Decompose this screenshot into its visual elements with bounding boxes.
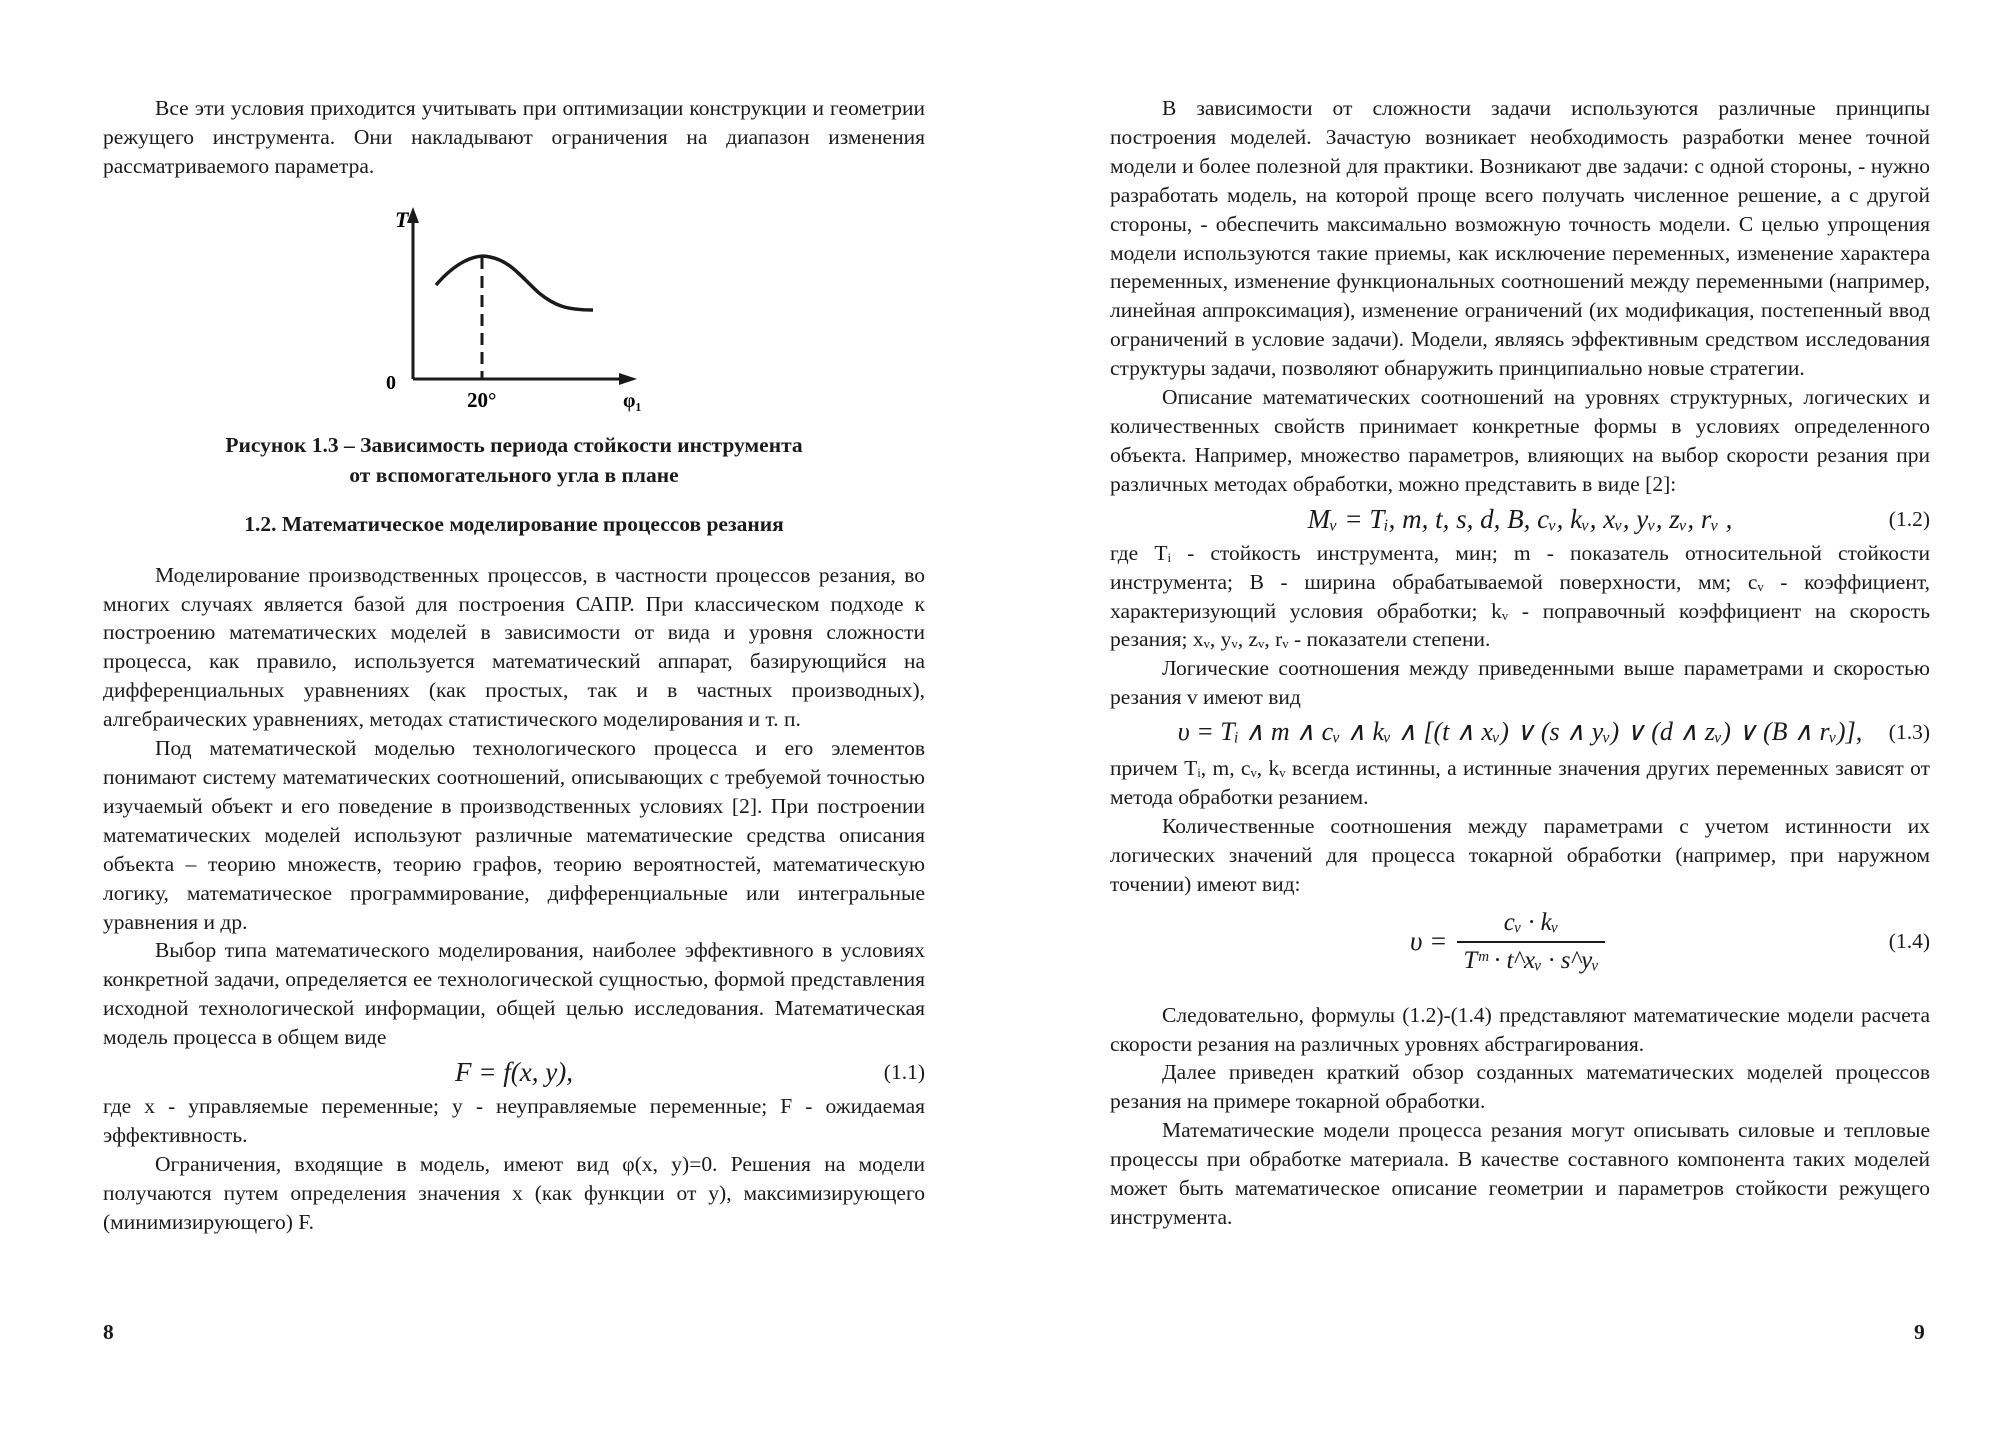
formula-1-2-number: (1.2) <box>1888 506 1930 531</box>
y-axis-label: T <box>395 206 409 232</box>
formula-1-4-lhs: υ = <box>1410 926 1448 957</box>
paragraph-where-2: где Tᵢ - стойкость инструмента, мин; m - показатель относительной стойкости инструмента; B - ширина обрабатываемой поверхности, мм; cᵥ - коэффициент, характеризующий условия обработки; kᵥ - поправочный коэффициент на скорость резания; xᵥ, yᵥ, zᵥ, rᵥ - показатели степени. <box>1110 540 1930 652</box>
tool-life-curve <box>436 256 593 310</box>
figure-1-3 <box>103 189 925 424</box>
formula-1-2 <box>1110 499 1930 539</box>
paragraph-overview: Далее приведен краткий обзор созданных математических моделей процессов резания на примере токарной обработки. <box>1110 1060 1930 1114</box>
x-tick-label: 20° <box>467 387 497 412</box>
paragraph-always-true: причем Tᵢ, m, cᵥ, kᵥ всегда истинны, а истинные значения других переменных зависят от метода обработки резанием. <box>1110 756 1930 810</box>
formula-1-4-expression <box>1410 905 1605 979</box>
paragraph-where-1: где x - управляемые переменные; y - неуправляемые переменные; F - ожидаемая эффективность. <box>103 1094 925 1147</box>
formula-1-3 <box>1110 712 1930 754</box>
paragraph-consequently: Следовательно, формулы (1.2)-(1.4) представляют математические модели расчета скорости резания на различных уровнях абстрагирования. <box>1110 1002 1930 1056</box>
paragraph-choice: Выбор типа математического моделирования, наиболее эффективного в условиях конкретной задачи, определяется ее технологической сущностью, формой представления исходной технологической информации, общей целью исследования. Математическая модель процесса в общем виде <box>103 938 925 1050</box>
paragraph-force: Математические модели процесса резания могут описывать силовые и тепловые процессы при обработке материала. В качестве составного компонента таких моделей может быть математическое описание геометрии и параметров стойкости режущего инструмента. <box>1110 1118 1930 1229</box>
y-axis-arrow <box>407 207 419 223</box>
formula-1-1 <box>103 1052 925 1092</box>
figure-caption <box>103 430 925 490</box>
formula-1-4 <box>1110 905 1930 1001</box>
formula-1-2-text: Mᵥ = Tᵢ, m, t, s, d, B, cᵥ, kᵥ, xᵥ, yᵥ, zᵥ, rᵥ , <box>1307 503 1733 534</box>
section-heading: 1.2. Математическое моделирование процессов резания <box>244 511 784 536</box>
origin-label: 0 <box>386 371 396 394</box>
paragraph-principles: В зависимости от сложности задачи используются различные принципы построения моделей. Зачастую возникает необходимость разработки менее точной модели и более полезной для практики. Возникают две задачи: с одной стороны, - нужно разработать модель, на которой проще всего получать численное решение, а с другой стороны, - обеспечить максимально возможную точность модели. С целью упрощения модели используются такие приемы, как исключение переменных, изменение характера переменных, изменение функциональных соотношений между переменными (например, линейная аппроксимация), изменение ограничений (их модификация, постепенный ввод ограничений в условие задачи). Модели, являясь эффективным средством исследования структуры задачи, позволяют обнаружить принципиально новые стратегии. <box>1110 96 1930 381</box>
paragraph-definition: Под математической моделью технологического процесса и его элементов понимают систему математических соотношений, описывающих с требуемой точностью изучаемый объект и его поведение в производственных условиях [2]. При построении математических моделей используют различные математические средства описания объекта – теорию множеств, теорию графов, теорию вероятностей, математическую логику, математическое программирование, дифференциальные или интегральные уравнения и др. <box>103 736 925 934</box>
tool-life-chart <box>103 189 925 424</box>
paragraph-quantitative: Количественные соотношения между параметрами с учетом истинности их логических значений для процесса токарной обработки (например, при наружном точении) имеют вид: <box>1110 813 1930 896</box>
paragraph-intro: Все эти условия приходится учитывать при оптимизации конструкции и геометрии режущего инструмента. Они накладывают ограничения на диапазон изменения рассматриваемого параметра. <box>103 96 925 178</box>
formula-1-1-text: F = f(x, y), <box>455 1057 573 1088</box>
paragraph-constraints: Ограничения, входящие в модель, имеют вид φ(x, y)=0. Решения на модели получаются путем определения значения x (как функции от y), максимизирующего (минимизирующего) F. <box>103 1151 925 1234</box>
caption-line-2: от вспомогательного угла в плане <box>349 462 679 487</box>
paragraph-logical: Логические соотношения между приведенными выше параметрами и скоростью резания v имеют вид <box>1110 656 1930 710</box>
left-page <box>103 94 925 1237</box>
paragraph-modeling: Моделирование производственных процессов, в частности процессов резания, во многих случаях является базой для построения САПР. При классическом подходе к построению математических моделей в зависимости от вида и уровня сложности процесса, как правило, используется математический аппарат, базирующийся на дифференциальных уравнениях (как простых, так и в частных производных), алгебраических уравнениях, методах статистического моделирования и т. п. <box>103 562 925 732</box>
x-axis-arrow <box>619 373 637 385</box>
right-page <box>1110 94 1930 1232</box>
formula-1-3-number: (1.3) <box>1888 720 1930 745</box>
formula-1-4-denominator: Tᵐ · t^xᵥ · s^yᵥ <box>1463 946 1600 974</box>
formula-1-3-text: υ = Tᵢ ∧ m ∧ cᵥ ∧ kᵥ ∧ [(t ∧ xᵥ) ∨ (s ∧ yᵥ) ∨ (d ∧ zᵥ) ∨ (B ∧ rᵥ)], <box>1177 717 1863 747</box>
x-axis-label: φ₁ <box>623 389 642 412</box>
formula-1-1-number: (1.1) <box>883 1060 925 1085</box>
page-number-left: 8 <box>103 1320 114 1344</box>
formula-1-4-numerator: cᵥ · kᵥ <box>1503 908 1559 936</box>
paragraph-description: Описание математических соотношений на уровнях структурных, логических и количественных свойств принимает конкретные формы в условиях определенного объекта. Например, множество параметров, влияющих на выбор скорости резания при различных методах обработки, можно представить в виде [2]: <box>1110 385 1930 496</box>
formula-1-4-number: (1.4) <box>1888 928 1930 953</box>
caption-line-1: Рисунок 1.3 – Зависимость периода стойкости инструмента <box>225 432 803 457</box>
page-number-right: 9 <box>1914 1320 1925 1344</box>
formula-1-4-fraction <box>1457 905 1605 979</box>
